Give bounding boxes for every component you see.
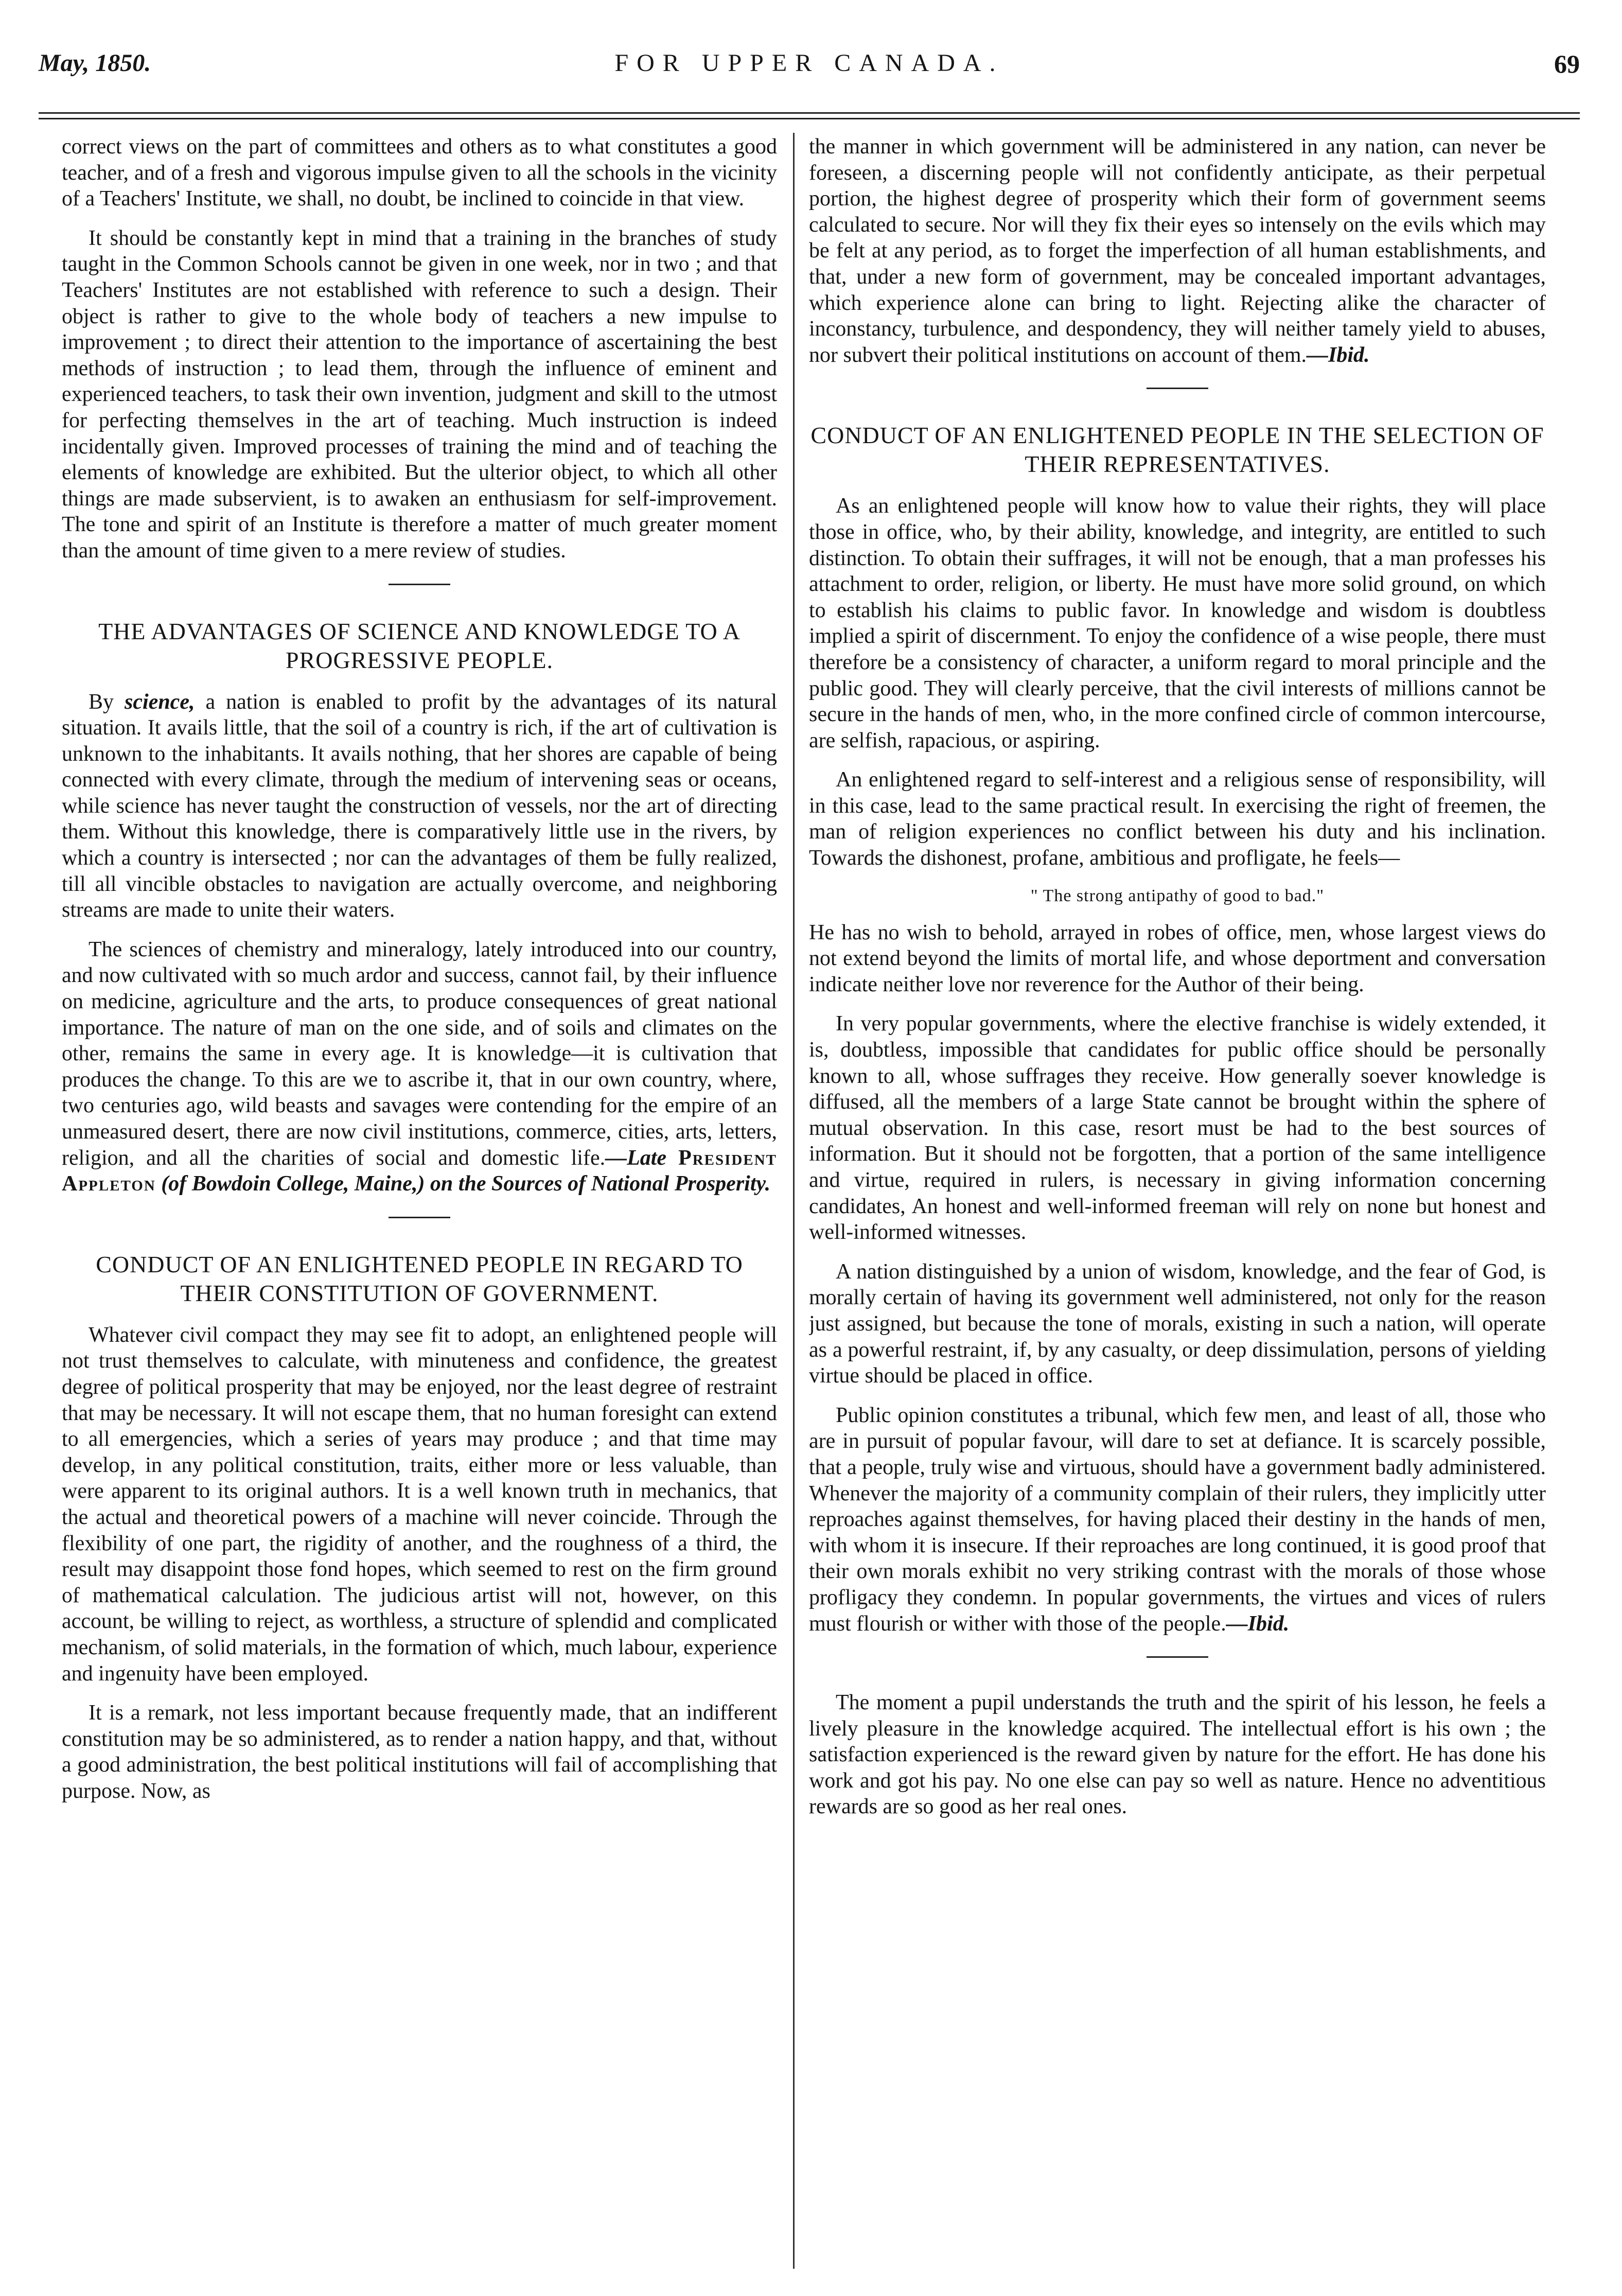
text-run: a nation is enabled to profit by the advantages of its natural situation. It avails little, that the soil of a country is rich, if the art of cultivation is unknown to the inhabitants. It avails nothing, that her shores are capable of being connected with every climate, through the medium of intervening seas or oceans, while science has never taught the construction of vessels, nor the art of directing them. Without this knowledge, there is comparatively little use in the rivers, by which a country is intersected ; nor can the advantages of them be fully realized, till all vincible obstacles to navigation are actually overcome, and neighboring streams are made to unite their waters.: [62, 690, 777, 922]
paragraph-constitution-2: It is a remark, not less important because frequently made, that an indifferent constitution may be so administered, as to render a nation happy, and that, without a good administration, the best political institutions will fail of accomplishing that purpose. Now, as: [62, 1701, 777, 1803]
paragraph-pupil: The moment a pupil understands the truth and the spirit of his lesson, he feels a lively pleasure in the knowledge acquired. The intellectual effort is his own ; the satisfaction experienced is the reward given by nature for the effort. He has done his work and got his pay. No one else can pay so well as nature. Hence no adventitious rewards are so good as her real ones.: [809, 1691, 1546, 1819]
text-run: The sciences of chemistry and mineralogy, lately introduced into our country, and now cultivated with so much ardor and success, cannot fail, by their influence on medicine, agriculture and the arts, to produce consequences of great national importance. The nature of man on the one side, and of soils and climates on the other, remains the same in every age. It is knowledge—it is cultivation that produces the change. To this are we to ascribe it, that in our own country, where, two centuries ago, wild beasts and savages were contending for the empire of an unmeasured desert, there are now civil institutions, commerce, cities, arts, letters, religion, and all the charities of social and domestic life.: [62, 937, 777, 1170]
page-number: 69: [1554, 49, 1580, 78]
section-separator: [1147, 1656, 1208, 1658]
heading-science-knowledge: THE ADVANTAGES OF SCIENCE AND KNOWLEDGE TO A PROGRESSIVE PEOPLE.: [98, 618, 741, 673]
right-column: [809, 134, 1546, 2259]
section-separator: [389, 1217, 450, 1218]
paragraph-rep-5: A nation distinguished by a union of wisdom, knowledge, and the fear of God, is morally certain of having its government well administered, not only for the reason just assigned, but because the tone of morals, existing in such a nation, will operate as a powerful restraint, if, by any casualty, or deep dissimulation, persons of yielding virtue should be placed in office.: [809, 1259, 1546, 1388]
page-header: [39, 49, 1580, 90]
emphasis-science: science,: [125, 690, 195, 714]
text-run: the manner in which government will be administered in any nation, can never be foreseen, a discerning people will not confidently anticipate, as their perpetual portion, the highest degree of prosperity which their form of government seems calculated to secure. Nor will they fix their eyes so intensely on the evils which may be felt at any period, as to forget the imperfection of all human establishments, and that, under a new form of government, may be concealed important advantages, which experience alone can bring to light. Rejecting alike the character of inconstancy, turbulence, and despondency, they will neither tamely yield to abuses, nor subvert their political institutions on account of them.: [809, 135, 1546, 367]
section-separator: [1147, 388, 1208, 389]
text-run: By: [89, 690, 114, 714]
paragraph-rep-1: As an enlightened people will know how to value their rights, they will place those in office, who, by their ability, knowledge, and integrity, are entitled to such distinction. To obtain their suffrages, it will not be enough, that a man professes his attachment to order, religion, or liberty. He must have more solid ground, on which to establish his claims to public favor. In knowledge and wisdom is doubtless implied a spirit of discernment. To enjoy the confidence of a wise people, there must therefore be a consistency of character, a uniform regard to moral principle and the public good. They will clearly perceive, that the civil interests of millions cannot be secure in the hands of men, who, in the more confined circle of common intercourse, are selfish, rapacious, or aspiring.: [809, 494, 1546, 752]
paragraph-intro: correct views on the part of committees and others as to what constitutes a good teacher, and of a fresh and vigorous impulse given to all the schools in the vicinity of a Teachers' Institute, we shall, no doubt, be inclined to coincide in that view.: [62, 135, 777, 211]
attribution-ibid: —Ibid.: [1226, 1611, 1290, 1636]
paragraph-rep-3: He has no wish to behold, arrayed in robes of office, men, whose largest views do not extend beyond the limits of mortal life, and whose deportment and conversation indicate neither love nor reverence for the Author of their being.: [809, 920, 1546, 996]
section-separator: [389, 584, 450, 585]
paragraph-rep-4: In very popular governments, where the elective franchise is widely extended, it is, doubtless, impossible that candidates for public office should be personally known to all, whose suffrages they receive. How generally soever knowledge is diffused, all the members of a large State cannot be brought within the sphere of mutual observation. In this case, resort must be had to the best sources of information. But it should not be forgotten, that a portion of the same intelligence and virtue, required in rulers, is necessary in giving information concerning candidates, An honest and well-informed freeman will rely on none but honest and well-informed witnesses.: [809, 1012, 1546, 1245]
attribution-prefix: —Late: [605, 1146, 679, 1170]
column-divider: [793, 133, 795, 2269]
left-column: [62, 134, 777, 2259]
attribution-source: (of Bowdoin College, Maine,) on the Sources of National Prosperity.: [155, 1172, 771, 1196]
paragraph-rep-6: [809, 1403, 1546, 1637]
paragraph-science-2: [62, 937, 777, 1197]
paragraph-constitution-1: Whatever civil compact they may see fit to adopt, an enlightened people will not trust themselves to calculate, with minuteness and confidence, the greatest degree of political prosperity that may be enjoyed, nor the least degree of restraint that may be necessary. It will not escape them, that no human foresight can extend to all emergencies, which a series of years may produce ; and that time may develop, in any political constitution, traits, either more or less valuable, than were apparent to its original authors. It is a well known truth in mechanics, that the actual and theoretical powers of a machine will never coincide. Through the flexibility of one part, the rigidity of another, and the roughness of a third, the result may disappoint those fond hopes, which seemed to rest on the firm ground of mathematical calculation. The judicious artist will not, however, on this account, be willing to reject, as worthless, a structure of splendid and complicated mechanism, of solid materials, in the formation of which, much labour, experience and ingenuity have been employed.: [62, 1323, 777, 1686]
paragraph-rep-2: An enlightened regard to self-interest and a religious sense of responsibility, will in this case, lead to the same practical result. In exercising the right of freemen, the man of religion experiences no conflict between his duty and his inclination. Towards the dishonest, profane, ambitious and profligate, he feels—: [809, 768, 1546, 870]
issue-date: May, 1850.: [39, 49, 151, 77]
text-run: Public opinion constitutes a tribunal, which few men, and least of all, those who are in pursuit of popular favour, will dare to set at defiance. It is scarcely possible, that a people, truly wise and virtuous, should have a government badly administered. Whenever the majority of a community complain of their rulers, they implicitly utter reproaches against themselves, for having placed their destiny in the hands of men, with whom it is insecure. If their reproaches are long continued, it is good proof that their own morals exhibit no very striking contrast with the morals of those whose profligacy they condemn. In popular governments, the virtues and vices of rulers must flourish or wither with those of the people.: [809, 1403, 1546, 1636]
heading-representatives: CONDUCT OF AN ENLIGHTENED PEOPLE IN THE SELECTION OF THEIR REPRESENTATIVES.: [810, 422, 1544, 478]
paragraph-science-1: [62, 689, 777, 923]
header-rule: [39, 112, 1580, 119]
paragraph-continued: [809, 134, 1546, 368]
running-title: FOR UPPER CANADA.: [614, 49, 1004, 77]
attribution-name: President Appleton: [62, 1146, 777, 1196]
paragraph-training: It should be constantly kept in mind that a training in the branches of study taught in the Common Schools cannot be given in one week, nor in two ; and that Teachers' Institutes are not established with reference to such a design. Their object is rather to give to the whole body of teachers a new impulse to improvement ; to direct their attention to the importance of ascertaining the best methods of instruction ; to lead them, through the influence of eminent and experienced teachers, to task their own invention, judgment and skill to the utmost for perfecting themselves in the art of teaching. Much instruction is indeed incidentally given. Improved processes of training the mind and of teaching the elements of knowledge are exhibited. But the ulterior object, to which all other things are made subservient, is to awaken an enthusiasm for self-improvement. The tone and spirit of an Institute is therefore a matter of much greater moment than the amount of time given to a mere review of studies.: [62, 226, 777, 563]
heading-constitution: CONDUCT OF AN ENLIGHTENED PEOPLE IN REGARD TO THEIR CONSTITUTION OF GOVERNMENT.: [96, 1251, 743, 1306]
attribution-ibid: —Ibid.: [1306, 343, 1370, 367]
block-quote: " The strong antipathy of good to bad.": [1030, 886, 1325, 905]
